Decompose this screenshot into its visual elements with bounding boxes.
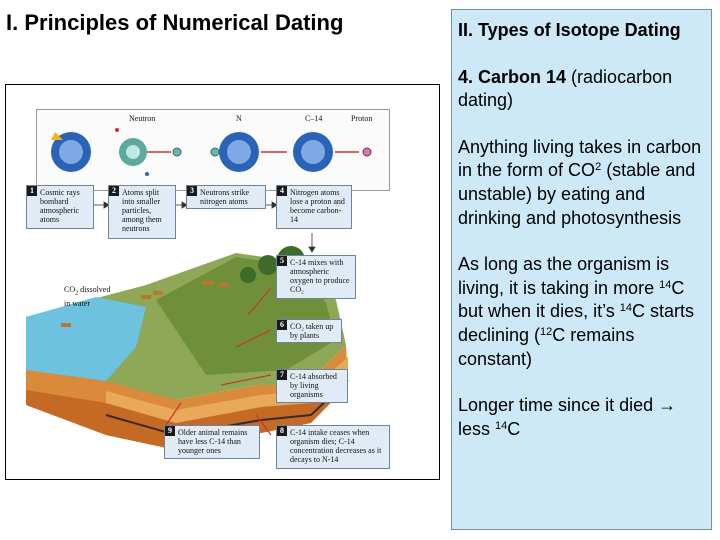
nuclear-reaction-panel xyxy=(36,109,390,191)
nitrogen-label: N xyxy=(236,114,242,123)
step-9: 9 Older animal remains have less C-14 than younger ones xyxy=(164,425,260,459)
paragraph-decline: As long as the organism is living, it is taking in more $^{14}$C but when it dies, it’s $^{14}$C starts declining ($^{12}$C remains constant) xyxy=(458,254,695,369)
carbon-14-label: C–14 xyxy=(305,114,323,123)
carbon-14-diagram xyxy=(5,84,440,480)
reaction-illustration xyxy=(37,110,389,190)
proton-label: Proton xyxy=(351,114,373,123)
step-3: 3 Neutrons strike nitrogen atoms xyxy=(186,185,266,209)
step-2: 2 Atoms split into smaller particles, among them neutrons xyxy=(108,185,176,239)
step-1: 1 Cosmic rays bombard atmospheric atoms xyxy=(26,185,94,229)
paragraph-conclusion: Longer time since it died → less $^{14}$C xyxy=(458,395,677,439)
step-7: 7 C-14 absorbed by living organisms xyxy=(276,369,348,403)
panel-heading: II. Types of Isotope Dating xyxy=(458,20,681,40)
slide-title: I. Principles of Numerical Dating xyxy=(6,10,344,35)
step-6: 6 CO₂ taken up by plants xyxy=(276,319,342,343)
step-8: 8 C-14 intake ceases when organism dies; C-14 concentration decreases as it decays to N-14 xyxy=(276,425,390,469)
step-5: 5 C-14 mixes with atmospheric oxygen to produce CO₂ xyxy=(276,255,356,299)
carbon-14-heading: 4. Carbon 14 (radiocarbon dating) xyxy=(458,66,673,111)
isotope-dating-panel xyxy=(451,9,712,530)
step-4: 4 Nitrogen atoms lose a proton and become carbon-14 xyxy=(276,185,352,229)
co2-dissolved-label: $CO_2$ dissolved in water xyxy=(64,285,111,308)
arrow-right-icon: → xyxy=(658,395,677,416)
paragraph-intake: Anything living takes in carbon in the form of $CO^2$ (stable and unstable) by eating and drinking and photosynthesis xyxy=(458,136,702,228)
neutron-label: Neutron xyxy=(129,114,156,123)
